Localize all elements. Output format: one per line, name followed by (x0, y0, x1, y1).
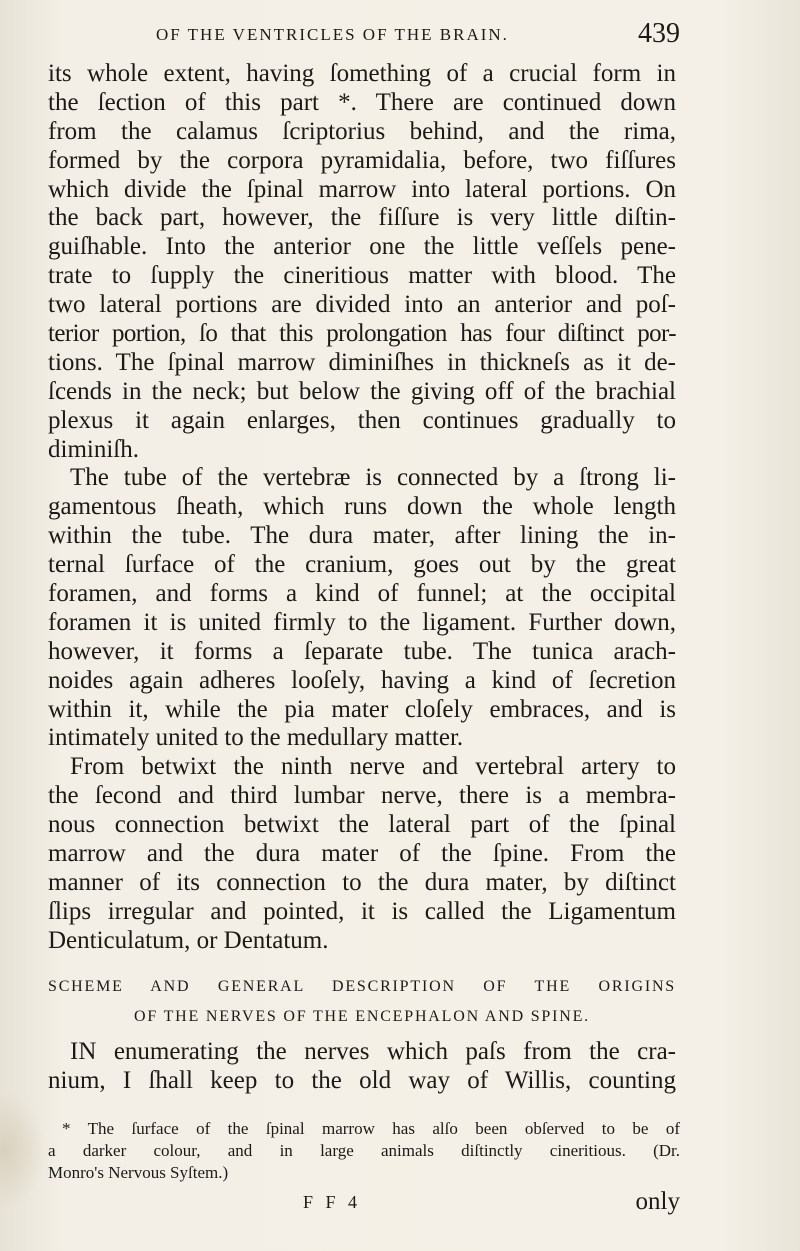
text-line: two lateral portions are divided into an anterior and poſ- (48, 291, 676, 319)
text-line: manner of its connection to the dura mater, by diſtinct (48, 868, 676, 896)
text-line: The tube of the vertebræ is connected by a ſtrong li- (70, 464, 676, 492)
signature-mark: F F 4 (303, 1192, 362, 1212)
text-line: the ſection of this part *. There are continued down (48, 88, 676, 116)
text-line: nous connection betwixt the lateral part of the ſpinal (48, 811, 676, 839)
text-line: plexus it again enlarges, then continues gradually to (48, 406, 676, 434)
text-line: nium, I ſhall keep to the old way of Willis, counting (48, 1066, 676, 1094)
running-title: OF THE VENTRICLES OF THE BRAIN. (156, 25, 509, 44)
section-heading-line: OF THE NERVES OF THE ENCEPHALON AND SPINE. (134, 1008, 590, 1025)
text-line: noides again adheres looſely, having a kind of ſecretion (48, 666, 676, 694)
text-line: ternal ſurface of the cranium, goes out by the great (48, 551, 676, 579)
text-line: trate to ſupply the cineritious matter with blood. The (48, 262, 676, 290)
running-head (150, 18, 680, 52)
section-text (48, 1038, 676, 1096)
text-line: IN enumerating the nerves which paſs from the cra- (70, 1038, 676, 1065)
section-heading-line: SCHEME AND GENERAL DESCRIPTION OF THE ORIGINS (48, 978, 676, 995)
text-line: gamentous ſheath, which runs down the whole length (48, 493, 676, 521)
text-line: foramen it is united firmly to the ligament. Further down, (48, 608, 676, 636)
text-line: the back part, however, the fiſſure is very little diſtin- (48, 204, 676, 232)
text-line: guiſhable. Into the anterior one the little veſſels pene- (48, 233, 676, 261)
text-line: intimately united to the medullary matter. (48, 724, 464, 752)
text-line: marrow and the dura mater of the ſpine. From the (48, 840, 676, 868)
text-line: which divide the ſpinal marrow into lateral portions. On (48, 175, 676, 203)
text-line: From betwixt the ninth nerve and vertebral artery to (70, 753, 676, 781)
paper-stain (0, 1090, 46, 1210)
text-line: within it, while the pia mater cloſely embraces, and is (48, 695, 676, 723)
text-line: the ſecond and third lumbar nerve, there is a membra- (48, 782, 676, 810)
text-line: its whole extent, having ſomething of a crucial form in (48, 60, 676, 87)
footnote (48, 1118, 680, 1184)
footnote-line: a darker colour, and in large animals diſtinctly cineritious. (Dr. (48, 1141, 680, 1160)
text-line: ſcends in the neck; but below the giving off of the brachial (48, 377, 676, 405)
text-line: however, it forms a ſeparate tube. The tunica arach- (48, 637, 676, 665)
text-line: formed by the corpora pyramidalia, before, two fiſſures (48, 146, 676, 174)
text-line: tions. The ſpinal marrow diminiſhes in thickneſs as it de- (48, 348, 676, 376)
page-number: 439 (638, 18, 680, 49)
text-line: foramen, and forms a kind of funnel; at the occipital (48, 580, 676, 608)
text-line: diminiſh. (48, 435, 139, 463)
footnote-line: Monro's Nervous Syſtem.) (48, 1163, 229, 1182)
main-text (48, 60, 676, 956)
section-heading (48, 972, 676, 1032)
catchword: only (635, 1188, 680, 1215)
text-line: terior portion, ſo that this prolongation has four diſtinct por- (48, 320, 676, 348)
text-line: from the calamus ſcriptorius behind, and the rima, (48, 117, 676, 145)
text-line: Denticulatum, or Dentatum. (48, 926, 329, 954)
text-line: within the tube. The dura mater, after lining the in- (48, 522, 676, 550)
text-line: ſlips irregular and pointed, it is called the Ligamentum (48, 897, 676, 925)
footnote-line: * The ſurface of the ſpinal marrow has alſo been obſerved to be of (62, 1119, 680, 1138)
